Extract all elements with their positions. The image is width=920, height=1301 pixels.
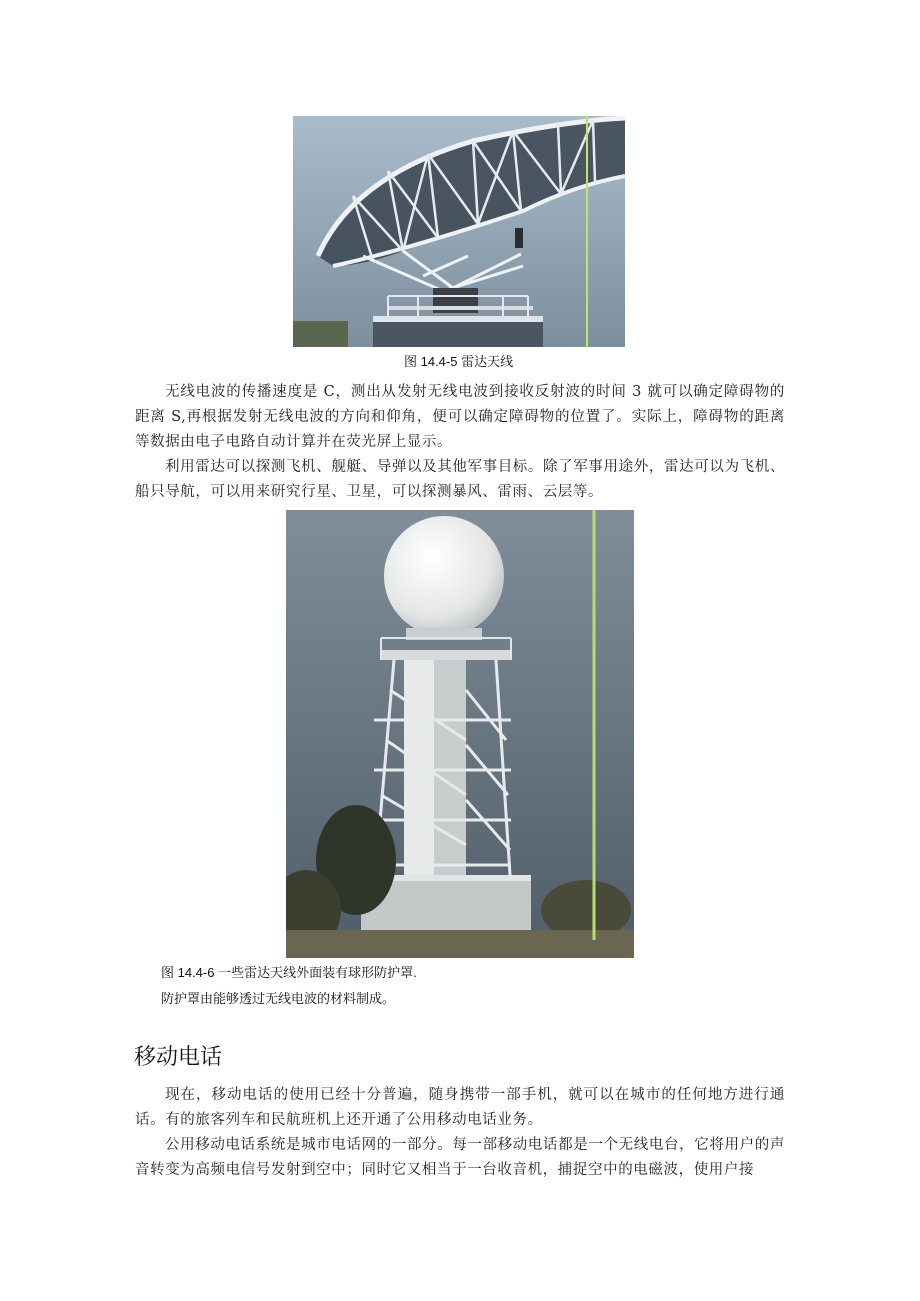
figure-caption-line-2: 防护罩由能够透过无线电波的材料制成。 xyxy=(161,991,396,1006)
section-heading: 移动电话 xyxy=(134,1045,223,1070)
figure-caption-line-1: 图 14.4-6 一些雷达天线外面装有球形防护罩. xyxy=(161,965,417,980)
body-paragraph: 无线电波的传播速度是 C，测出从发射无线电波到接收反射波的时间 3 就可以确定障碍物的距离 S,再根据发射无线电波的方向和仰角，便可以确定障碍物的位置了。实际上，障碍物的距离等数据由电子电路自动计算并在荧光屏上显示。 xyxy=(135,384,785,450)
radome-tower-photo-icon xyxy=(286,510,634,958)
figure-radome-tower xyxy=(286,510,634,958)
body-paragraph: 公用移动电话系统是城市电话网的一部分。每一部移动电话都是一个无线电台，它将用户的声音转变为高频电信号发射到空中；同时它又相当于一台收音机，捕捉空中的电磁波，使用户接 xyxy=(135,1137,785,1178)
body-paragraph: 利用雷达可以探测飞机、舰艇、导弹以及其他军事目标。除了军事用途外，雷达可以为飞机、船只导航，可以用来研究行星、卫星，可以探测暴风、雷雨、云层等。 xyxy=(135,459,785,500)
body-paragraph: 现在，移动电话的使用已经十分普遍，随身携带一部手机，就可以在城市的任何地方进行通话。有的旅客列车和民航班机上还开通了公用移动电话业务。 xyxy=(135,1087,785,1128)
figure-radar-antenna xyxy=(293,116,625,347)
figure-caption: 图 14.4-5 雷达天线 xyxy=(404,354,514,369)
radar-antenna-photo-icon xyxy=(293,116,625,347)
